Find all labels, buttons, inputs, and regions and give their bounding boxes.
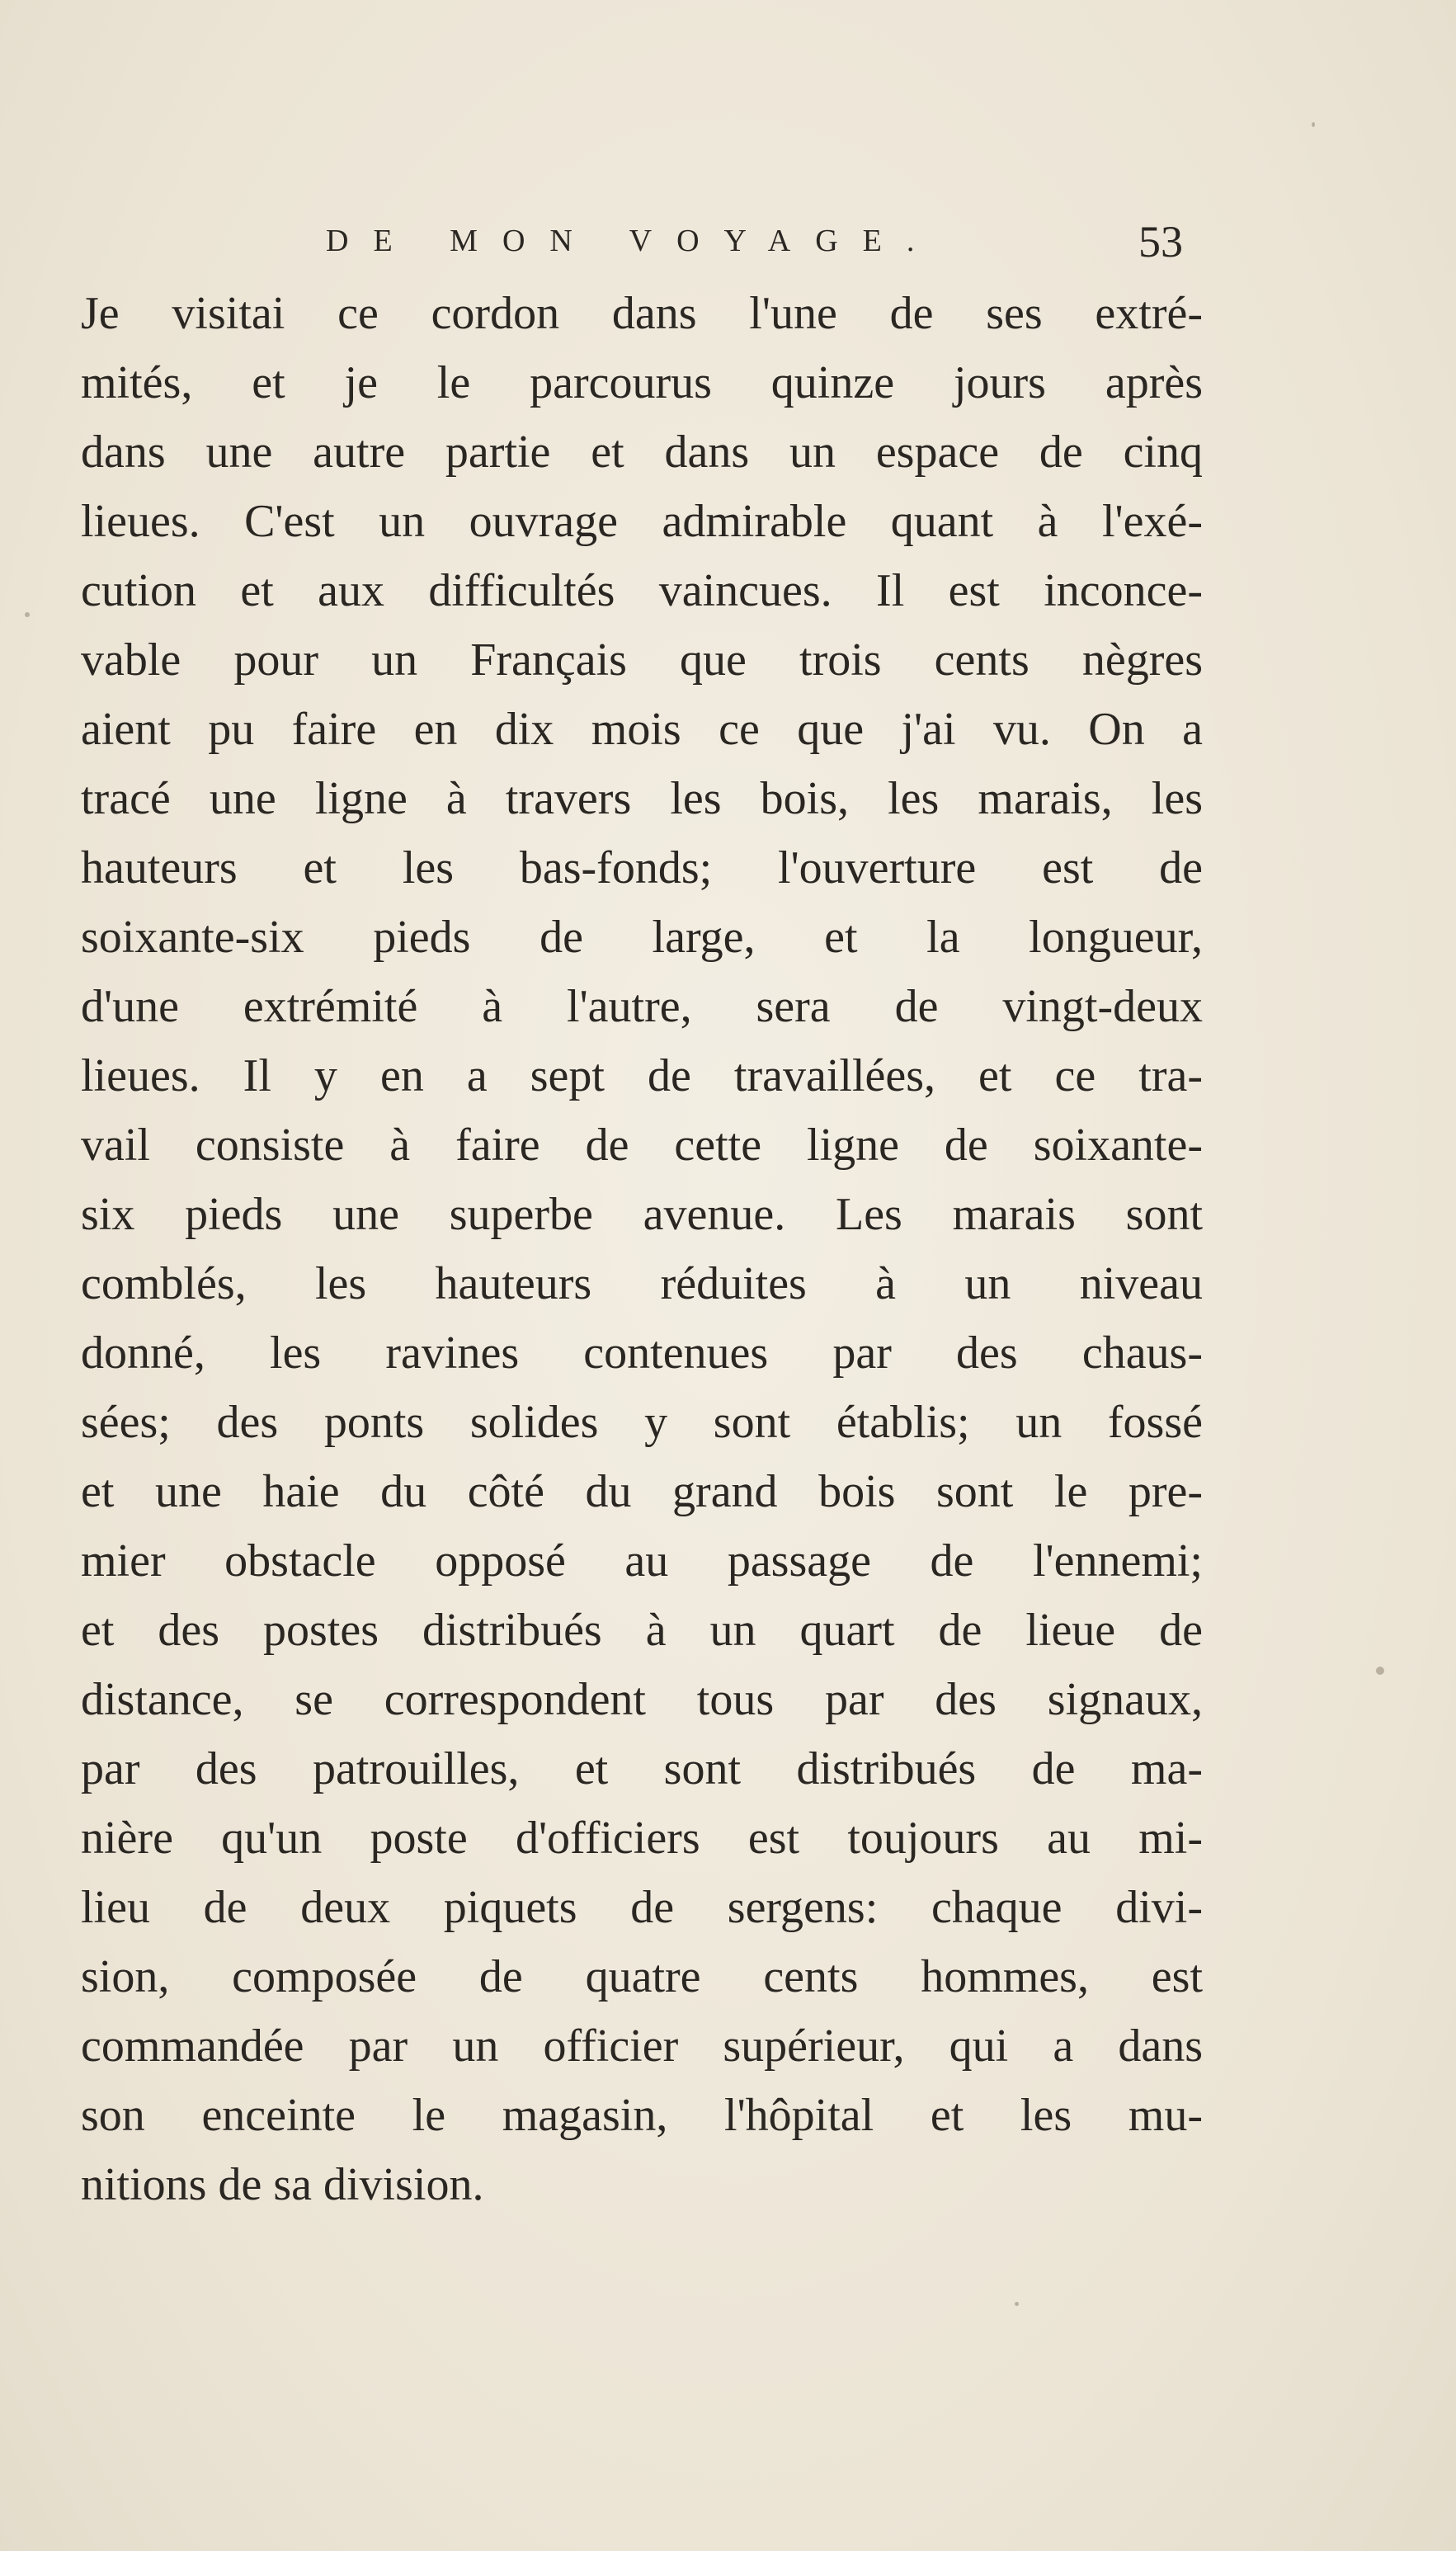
text-line: lieues. C'est un ouvrage admirable quant à l'exé- [81,496,1203,547]
text-line: nière qu'un poste d'officiers est toujours au mi- [81,1813,1203,1864]
text-line: son enceinte le magasin, l'hôpital et les mu- [81,2090,1203,2141]
text-line: lieues. Il y en a sept de travaillées, et ce tra- [81,1050,1203,1101]
text-line: vail consiste à faire de cette ligne de soixante- [81,1120,1203,1171]
paper-speck [1312,122,1315,127]
text-line: aient pu faire en dix mois ce que j'ai vu. On a [81,704,1203,755]
text-line: et des postes distribués à un quart de lieue de [81,1605,1203,1656]
running-head [0,216,1456,266]
text-line: distance, se correspondent tous par des signaux, [81,1674,1203,1725]
text-line: lieu de deux piquets de sergens: chaque divi- [81,1882,1203,1933]
text-line: sion, composée de quatre cents hommes, est [81,1951,1203,2002]
text-line: mier obstacle opposé au passage de l'ennemi; [81,1535,1203,1587]
text-line: mités, et je le parcourus quinze jours après [81,357,1203,408]
running-title: DE MON VOYAGE. [326,224,940,258]
text-line: soixante-six pieds de large, et la longueur, [81,912,1203,963]
paper-speck [25,612,30,617]
text-line: vable pour un Français que trois cents nègres [81,634,1203,686]
text-line: Je visitai ce cordon dans l'une de ses extré- [81,288,1203,339]
text-line: dans une autre partie et dans un espace de cinq [81,427,1203,478]
text-line: nitions de sa division. [81,2159,484,2210]
text-line: sées; des ponts solides y sont établis; un fossé [81,1397,1203,1448]
text-line: donné, les ravines contenues par des chaus- [81,1327,1203,1379]
paper-speck [1376,1667,1384,1675]
text-line: tracé une ligne à travers les bois, les marais, les [81,773,1203,824]
text-line: et une haie du côté du grand bois sont le pre- [81,1466,1203,1517]
text-line: par des patrouilles, et sont distribués de ma- [81,1743,1203,1794]
text-line: cution et aux difficultés vaincues. Il est inconce- [81,565,1203,616]
text-line: d'une extrémité à l'autre, sera de vingt-deux [81,981,1203,1032]
paper-speck [1015,2302,1019,2306]
text-line: comblés, les hauteurs réduites à un niveau [81,1258,1203,1309]
page-number: 53 [1138,217,1183,266]
text-line: hauteurs et les bas-fonds; l'ouverture est de [81,842,1203,894]
text-line: six pieds une superbe avenue. Les marais sont [81,1189,1203,1240]
text-line: commandée par un officier supérieur, qui a dans [81,2021,1203,2072]
